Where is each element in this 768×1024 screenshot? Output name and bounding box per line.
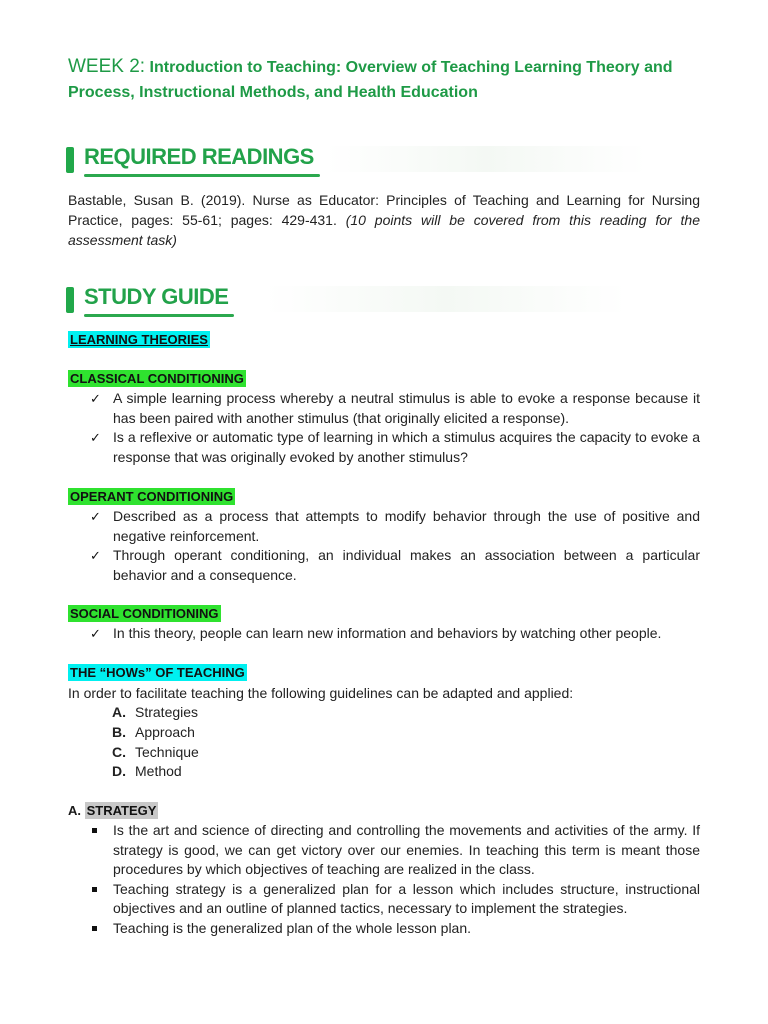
study-guide-banner (66, 282, 586, 318)
list-item: Teaching strategy is a generalized plan for a lesson which includes structure, instructional objectives and an outline of planned tactics, necessary to implement the strategies. (88, 880, 700, 919)
check-mark-icon: ✓ (90, 509, 101, 524)
citation-text: Bastable, Susan B. (2019). Nurse as Educator: Principles of Teaching and Learning for Nursing Practice, pages: 55-61; pages: 429-431. (68, 192, 700, 228)
check-mark-icon: ✓ (90, 626, 101, 641)
square-bullet-icon (92, 887, 97, 892)
check-mark-icon: ✓ (90, 430, 101, 445)
week-title (68, 54, 708, 105)
list-item: ✓ A simple learning process whereby a neutral stimulus is able to evoke a response because it has been paired with another stimulus (that originally elicited a response). (90, 390, 700, 426)
operant-list (88, 507, 700, 585)
citation-note: (10 points will be covered from this reading for the assessment task) (68, 212, 700, 248)
hows-list (112, 703, 199, 782)
list-item: A. Strategies (112, 704, 199, 720)
citation-paragraph (68, 190, 700, 250)
required-readings-banner (66, 142, 586, 178)
hows-intro: In order to facilitate teaching the following guidelines can be adapted and applied: (68, 685, 574, 701)
list-item: Is the art and science of directing and controlling the movements and activities of the army. If strategy is good, we can get victory over our enemies. In teaching this term is meant those procedures by which objectives of teaching are realized in the class. (88, 821, 700, 880)
square-bullet-icon (92, 926, 97, 931)
week-topic: Introduction to Teaching: Overview of Teaching Learning Theory and Process, Instructional Methods, and Health Education (68, 59, 673, 101)
strategy-title: STRATEGY (86, 803, 157, 818)
social-list (88, 624, 700, 644)
learning-theories-heading: LEARNING THEORIES (70, 332, 208, 347)
hows-of-teaching-heading: THE “HOWs” OF TEACHING (70, 665, 245, 680)
banner-fade (326, 146, 646, 172)
study-guide-title: STUDY GUIDE (84, 284, 229, 309)
list-item: D. Method (112, 763, 182, 780)
week-label: WEEK 2: (68, 56, 146, 77)
operant-conditioning-heading: OPERANT CONDITIONING (70, 489, 234, 504)
list-item: ✓ In this theory, people can learn new information and behaviors by watching other people. (88, 624, 700, 644)
required-readings-title: REQUIRED READINGS (84, 144, 314, 169)
banner-bar-icon (66, 287, 74, 313)
list-item: ✓ Through operant conditioning, an individual makes an association between a particular behavior and a consequence. (90, 547, 700, 583)
check-mark-icon: ✓ (90, 391, 101, 406)
social-conditioning-heading: SOCIAL CONDITIONING (70, 606, 219, 621)
list-item: ✓ Is a reflexive or automatic type of learning in which a stimulus acquires the capacity to evoke a response that was originally evoked by another stimulus? (90, 429, 700, 465)
list-item: B. Approach (112, 723, 195, 740)
check-mark-icon: ✓ (90, 548, 101, 563)
strategy-heading (68, 802, 158, 819)
square-bullet-icon (92, 828, 97, 833)
strategy-prefix: A. (68, 803, 81, 818)
banner-underline (84, 314, 234, 317)
banner-underline (84, 174, 320, 177)
banner-bar-icon (66, 147, 74, 173)
list-item: ✓ Described as a process that attempts to modify behavior through the use of positive and negative reinforcement. (90, 508, 700, 544)
classical-conditioning-heading: CLASSICAL CONDITIONING (70, 371, 244, 386)
list-item: C. Technique (112, 743, 199, 760)
list-item: Teaching is the generalized plan of the whole lesson plan. (88, 919, 700, 939)
classical-list (88, 389, 700, 467)
strategy-list (88, 821, 700, 938)
banner-fade (266, 286, 626, 312)
